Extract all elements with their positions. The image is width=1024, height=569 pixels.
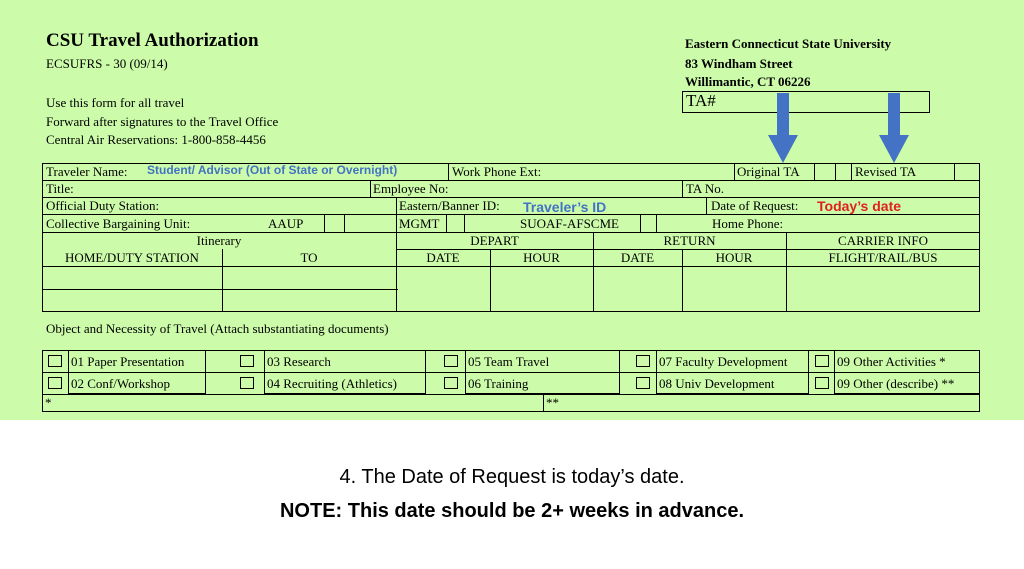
purpose-option: 08 Univ Development <box>659 376 775 391</box>
note-single-asterisk: * <box>45 395 52 410</box>
form-code: ECSUFRS - 30 (09/14) <box>46 56 168 71</box>
purpose-option: 05 Team Travel <box>468 354 550 369</box>
purpose-checkbox-05[interactable] <box>444 355 458 367</box>
return-heading: RETURN <box>663 233 716 248</box>
caption-step: 4. The Date of Request is today’s date. <box>339 466 685 488</box>
traveler-id-value[interactable]: Traveler’s ID <box>523 199 607 215</box>
purpose-checkbox-02[interactable] <box>48 377 62 389</box>
ta-no-label: TA No. <box>686 181 724 196</box>
purpose-option: 09 Other (describe) ** <box>837 376 955 391</box>
purpose-option: 09 Other Activities * <box>837 354 946 369</box>
purpose-checkbox-03[interactable] <box>240 355 254 367</box>
purpose-checkbox-09a[interactable] <box>815 355 829 367</box>
instruction-line: Use this form for all travel <box>46 95 185 110</box>
pointer-arrows <box>760 93 940 165</box>
purpose-option: 02 Conf/Workshop <box>71 376 170 391</box>
date-of-request-label: Date of Request: <box>711 198 799 213</box>
purpose-checkbox-06[interactable] <box>444 377 458 389</box>
traveler-name-label: Traveler Name: <box>46 164 128 179</box>
title-label: Title: <box>46 181 74 196</box>
banner-id-label: Eastern/Banner ID: <box>399 198 500 213</box>
university-street: 83 Windham Street <box>685 56 793 71</box>
purpose-checkbox-08[interactable] <box>636 377 650 389</box>
university-name: Eastern Connecticut State University <box>685 36 892 51</box>
purpose-heading: Object and Necessity of Travel (Attach substantiating documents) <box>46 321 389 336</box>
purpose-checkbox-04[interactable] <box>240 377 254 389</box>
caption-note: NOTE: This date should be 2+ weeks in advance. <box>279 500 745 522</box>
traveler-name-value[interactable]: Student/ Advisor (Out of State or Overnight) <box>147 163 398 177</box>
arrow-original-ta <box>768 93 798 163</box>
depart-date-heading: DATE <box>426 250 460 265</box>
university-city: Willimantic, CT 06226 <box>685 74 811 89</box>
depart-hour-heading: HOUR <box>523 250 560 265</box>
instruction-line: Central Air Reservations: 1-800-858-4456 <box>46 132 266 147</box>
purpose-option: 03 Research <box>267 354 331 369</box>
return-date-heading: DATE <box>620 250 655 265</box>
arrow-revised-ta <box>879 93 909 163</box>
purpose-option: 07 Faculty Development <box>659 354 788 369</box>
purpose-checkbox-07[interactable] <box>636 355 650 367</box>
home-duty-heading: HOME/DUTY STATION <box>65 250 199 265</box>
flight-heading: FLIGHT/RAIL/BUS <box>828 250 938 265</box>
purpose-option: 01 Paper Presentation <box>71 354 185 369</box>
home-phone-label: Home Phone: <box>712 216 784 231</box>
instruction-line: Forward after signatures to the Travel Office <box>46 114 279 129</box>
purpose-option: 04 Recruiting (Athletics) <box>267 376 397 391</box>
suoaf-label: SUOAF-AFSCME <box>520 216 619 231</box>
original-ta-label: Original TA <box>737 164 800 179</box>
employee-no-label: Employee No: <box>373 181 449 196</box>
return-hour-heading: HOUR <box>715 250 753 265</box>
note-double-asterisk: ** <box>546 395 559 410</box>
purpose-checkbox-01[interactable] <box>48 355 62 367</box>
depart-heading: DEPART <box>470 233 519 248</box>
itinerary-heading: Itinerary <box>196 233 242 248</box>
aaup-label: AAUP <box>268 216 304 231</box>
mgmt-label: MGMT <box>399 216 440 231</box>
carrier-heading: CARRIER INFO <box>838 233 928 248</box>
work-phone-label: Work Phone Ext: <box>452 164 542 179</box>
revised-ta-label: Revised TA <box>855 164 917 179</box>
form-title: CSU Travel Authorization <box>46 30 259 51</box>
duty-station-label: Official Duty Station: <box>46 198 160 213</box>
date-of-request-value[interactable]: Today’s date <box>817 198 902 214</box>
to-heading: TO <box>300 250 318 265</box>
bargaining-unit-label: Collective Bargaining Unit: <box>46 216 191 231</box>
purpose-option: 06 Training <box>468 376 529 391</box>
purpose-checkbox-09b[interactable] <box>815 377 829 389</box>
ta-number-label: TA# <box>686 91 716 110</box>
